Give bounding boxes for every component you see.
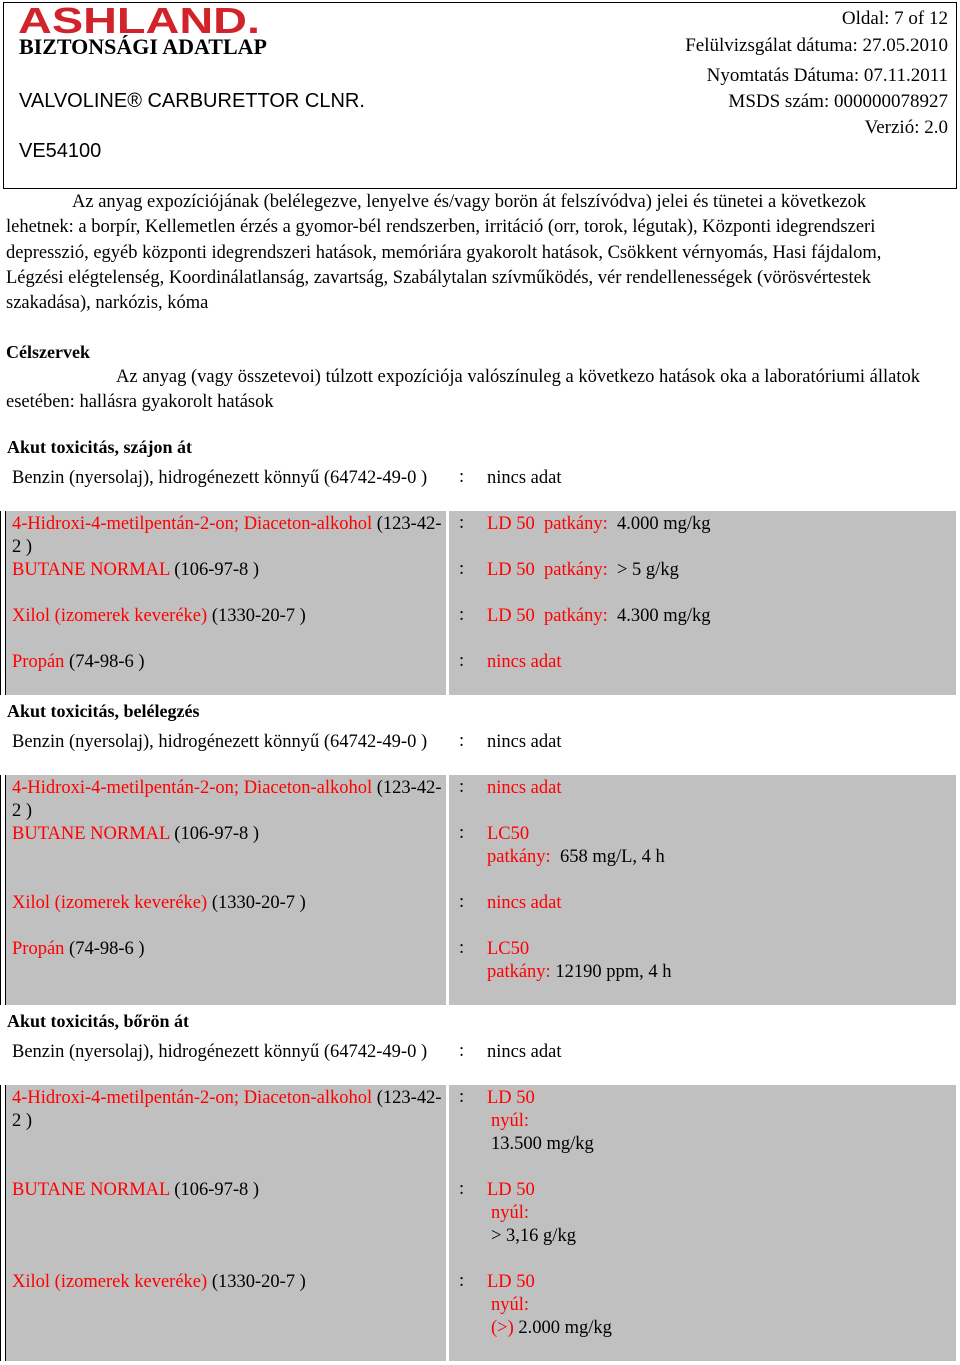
cas-number: (1330-20-7 ) bbox=[211, 1272, 306, 1292]
value-line bbox=[487, 467, 562, 490]
table-row bbox=[0, 1085, 956, 1177]
value-label: nyúl: bbox=[491, 1203, 530, 1223]
value-label: LD 50 bbox=[487, 1088, 535, 1108]
cas-number: (74-98-6 ) bbox=[69, 652, 145, 672]
value-label: nincs adat bbox=[487, 732, 562, 752]
value-line bbox=[487, 1202, 576, 1225]
value-line bbox=[487, 731, 562, 754]
value-line bbox=[487, 513, 711, 536]
substance-label: Benzin (nyersolaj), hidrogénezett könnyű bbox=[12, 732, 320, 752]
toxicity-value bbox=[487, 605, 711, 628]
toxicity-value bbox=[487, 513, 711, 536]
section-title: Akut toxicitás, belélegzés bbox=[7, 701, 200, 721]
value-label: LD 50 patkány: bbox=[487, 606, 608, 626]
separator-colon: : bbox=[459, 1179, 465, 1199]
section-title: Akut toxicitás, szájon át bbox=[7, 437, 192, 457]
separator-colon: : bbox=[459, 938, 465, 958]
value-line bbox=[487, 823, 665, 846]
value-line bbox=[487, 938, 671, 961]
value-label: LC50 bbox=[487, 939, 530, 959]
table-row bbox=[0, 603, 956, 649]
separator-colon: : bbox=[459, 1041, 465, 1061]
value-line bbox=[487, 1133, 594, 1156]
cas-number: (106-97-8 ) bbox=[174, 1180, 260, 1200]
toxicity-value bbox=[487, 938, 671, 984]
substance-label: 4-Hidroxi-4-metilpentán-2-on; Diaceton-alkohol bbox=[12, 514, 373, 534]
substance-name bbox=[12, 1271, 442, 1294]
value-line bbox=[487, 1179, 576, 1202]
toxicity-value bbox=[487, 823, 665, 869]
cas-number: (106-97-8 ) bbox=[174, 560, 260, 580]
separator-colon: : bbox=[459, 1271, 465, 1291]
toxicity-table-inhalation bbox=[0, 729, 956, 1005]
separator-colon: : bbox=[459, 777, 465, 797]
substance-label: Benzin (nyersolaj), hidrogénezett könnyű bbox=[12, 1042, 320, 1062]
cas-number: (1330-20-7 ) bbox=[211, 893, 306, 913]
toxicity-table-oral bbox=[0, 465, 956, 695]
value-number: > 5 g/kg bbox=[607, 560, 679, 580]
value-line bbox=[487, 1041, 562, 1064]
target-organs-heading: Célszervek bbox=[6, 342, 90, 362]
toxicity-value bbox=[487, 731, 562, 754]
toxicity-value bbox=[487, 777, 562, 800]
toxicity-value bbox=[487, 1087, 594, 1156]
cas-number: (64742-49-0 ) bbox=[323, 1042, 428, 1062]
substance-name bbox=[12, 1179, 442, 1202]
value-line bbox=[487, 961, 671, 984]
product-code: VE54100 bbox=[19, 140, 102, 162]
value-label: LD 50 patkány: bbox=[487, 514, 608, 534]
substance-name bbox=[12, 892, 442, 915]
separator-colon: : bbox=[459, 559, 465, 579]
cas-number: (74-98-6 ) bbox=[69, 939, 145, 959]
cas-number: (123-42-2 ) bbox=[12, 1088, 442, 1131]
separator-colon: : bbox=[459, 513, 465, 533]
value-number: 13.500 mg/kg bbox=[491, 1134, 594, 1154]
value-line bbox=[487, 1110, 594, 1133]
toxicity-value bbox=[487, 559, 679, 582]
value-line bbox=[487, 777, 562, 800]
substance-name bbox=[12, 938, 442, 961]
substance-label: Propán bbox=[12, 939, 65, 959]
value-line bbox=[487, 651, 562, 674]
value-label: nincs adat bbox=[487, 1042, 562, 1062]
value-label: patkány: bbox=[487, 847, 551, 867]
substance-label: Xilol (izomerek keveréke) bbox=[12, 1272, 208, 1292]
toxicity-value bbox=[487, 1179, 576, 1248]
print-date: Nyomtatás Dátuma: 07.11.2011 bbox=[706, 65, 948, 86]
substance-label: BUTANE NORMAL bbox=[12, 560, 170, 580]
value-line bbox=[487, 559, 679, 582]
substance-name bbox=[12, 777, 442, 823]
value-line bbox=[487, 1317, 612, 1340]
table-row bbox=[0, 511, 956, 557]
value-line bbox=[487, 605, 711, 628]
toxicity-value bbox=[487, 1271, 612, 1340]
table-row bbox=[0, 465, 956, 511]
value-label: nincs adat bbox=[487, 652, 562, 672]
value-number: 4.300 mg/kg bbox=[607, 606, 711, 626]
msds-number: MSDS szám: 000000078927 bbox=[728, 91, 948, 112]
value-label: LD 50 bbox=[487, 1272, 535, 1292]
cas-number: (123-42-2 ) bbox=[12, 514, 442, 557]
value-line bbox=[487, 1271, 612, 1294]
substance-label: BUTANE NORMAL bbox=[12, 1180, 170, 1200]
value-label: (>) bbox=[491, 1318, 519, 1338]
toxicity-value bbox=[487, 651, 562, 674]
table-row bbox=[0, 557, 956, 603]
table-row bbox=[0, 1039, 956, 1085]
substance-name bbox=[12, 605, 442, 628]
table-row bbox=[0, 729, 956, 775]
substance-label: Xilol (izomerek keveréke) bbox=[12, 893, 208, 913]
review-date: Felülvizsgálat dátuma: 27.05.2010 bbox=[685, 35, 948, 56]
separator-colon: : bbox=[459, 1087, 465, 1107]
table-row bbox=[0, 890, 956, 936]
logo-text: ASHLAND. bbox=[18, 4, 260, 38]
toxicity-table-dermal bbox=[0, 1039, 956, 1361]
separator-colon: : bbox=[459, 651, 465, 671]
substance-name bbox=[12, 513, 442, 559]
value-label: LC50 bbox=[487, 824, 530, 844]
separator-colon: : bbox=[459, 467, 465, 487]
table-row bbox=[0, 775, 956, 821]
value-line bbox=[487, 892, 562, 915]
substance-name bbox=[12, 467, 442, 490]
toxicity-value bbox=[487, 1041, 562, 1064]
substance-label: 4-Hidroxi-4-metilpentán-2-on; Diaceton-alkohol bbox=[12, 778, 373, 798]
value-label: nincs adat bbox=[487, 778, 562, 798]
value-number: 2.000 mg/kg bbox=[518, 1318, 612, 1338]
value-label: nyúl: bbox=[491, 1111, 530, 1131]
cas-number: (64742-49-0 ) bbox=[323, 732, 428, 752]
separator-colon: : bbox=[459, 605, 465, 625]
value-label: nincs adat bbox=[487, 468, 562, 488]
product-name: VALVOLINE® CARBURETTOR CLNR. bbox=[19, 90, 365, 112]
substance-name bbox=[12, 731, 442, 754]
cas-number: (123-42-2 ) bbox=[12, 778, 442, 821]
cas-number: (64742-49-0 ) bbox=[323, 468, 428, 488]
substance-label: Xilol (izomerek keveréke) bbox=[12, 606, 208, 626]
substance-label: Propán bbox=[12, 652, 65, 672]
value-label: LD 50 patkány: bbox=[487, 560, 608, 580]
value-line bbox=[487, 1225, 576, 1248]
version: Verzió: 2.0 bbox=[864, 117, 948, 138]
document-title: BIZTONSÁGI ADATLAP bbox=[19, 34, 267, 59]
substance-label: Benzin (nyersolaj), hidrogénezett könnyű bbox=[12, 468, 320, 488]
value-label: nyúl: bbox=[491, 1295, 530, 1315]
value-label: LD 50 bbox=[487, 1180, 535, 1200]
ashland-logo bbox=[18, 4, 260, 38]
page-number: Oldal: 7 of 12 bbox=[841, 8, 948, 29]
section-title: Akut toxicitás, bőrön át bbox=[7, 1011, 190, 1031]
value-line bbox=[487, 1087, 594, 1110]
value-label: nincs adat bbox=[487, 893, 562, 913]
substance-name bbox=[12, 1041, 442, 1064]
toxicity-value bbox=[487, 892, 562, 915]
value-number: 12190 ppm, 4 h bbox=[550, 962, 672, 982]
substance-name bbox=[12, 651, 442, 674]
separator-colon: : bbox=[459, 823, 465, 843]
table-row bbox=[0, 936, 956, 1005]
table-row bbox=[0, 1269, 956, 1361]
substance-label: BUTANE NORMAL bbox=[12, 824, 170, 844]
toxicity-value bbox=[487, 467, 562, 490]
value-number: 658 mg/L, 4 h bbox=[550, 847, 665, 867]
table-row bbox=[0, 649, 956, 695]
value-line bbox=[487, 1294, 612, 1317]
exposure-symptoms-text: Az anyag expozíciójának (belélegezve, lenyelve és/vagy borön át felszívódva) jelei és tünetei a következok lehetnek: a borpír, Kellemetlen érzés a gyomor-bél rendszerben, irritáció (orr, torok, légutak), Központi idegrendszeri depresszió, egyéb központi idegrendszeri hatások, memóriára gyakorolt hatások, Csökkent vérnyomás, Hasi fájdalom, Légzési elégtelenség, Koordinálatlanság, zavartság, Szabálytalan szívműködés, vér rendellenességek (vörösvértestek szakadása), narkózis, kóma bbox=[6, 192, 882, 314]
value-label: patkány: bbox=[487, 962, 551, 982]
separator-colon: : bbox=[459, 892, 465, 912]
value-number: > 3,16 g/kg bbox=[491, 1226, 576, 1246]
table-row bbox=[0, 1177, 956, 1269]
separator-colon: : bbox=[459, 731, 465, 751]
table-row bbox=[0, 821, 956, 890]
cas-number: (1330-20-7 ) bbox=[211, 606, 306, 626]
substance-name bbox=[12, 1087, 442, 1133]
value-number: 4.000 mg/kg bbox=[607, 514, 711, 534]
substance-name bbox=[12, 823, 442, 846]
substance-label: 4-Hidroxi-4-metilpentán-2-on; Diaceton-alkohol bbox=[12, 1088, 373, 1108]
value-line bbox=[487, 846, 665, 869]
target-organs-text: Az anyag (vagy összetevoi) túlzott expozíciója valószínuleg a következo hatások oka a laboratóriumi állatok esetében: hallásra gyakorolt hatások bbox=[6, 367, 920, 413]
document-header bbox=[3, 2, 957, 189]
substance-name bbox=[12, 559, 442, 582]
cas-number: (106-97-8 ) bbox=[174, 824, 260, 844]
